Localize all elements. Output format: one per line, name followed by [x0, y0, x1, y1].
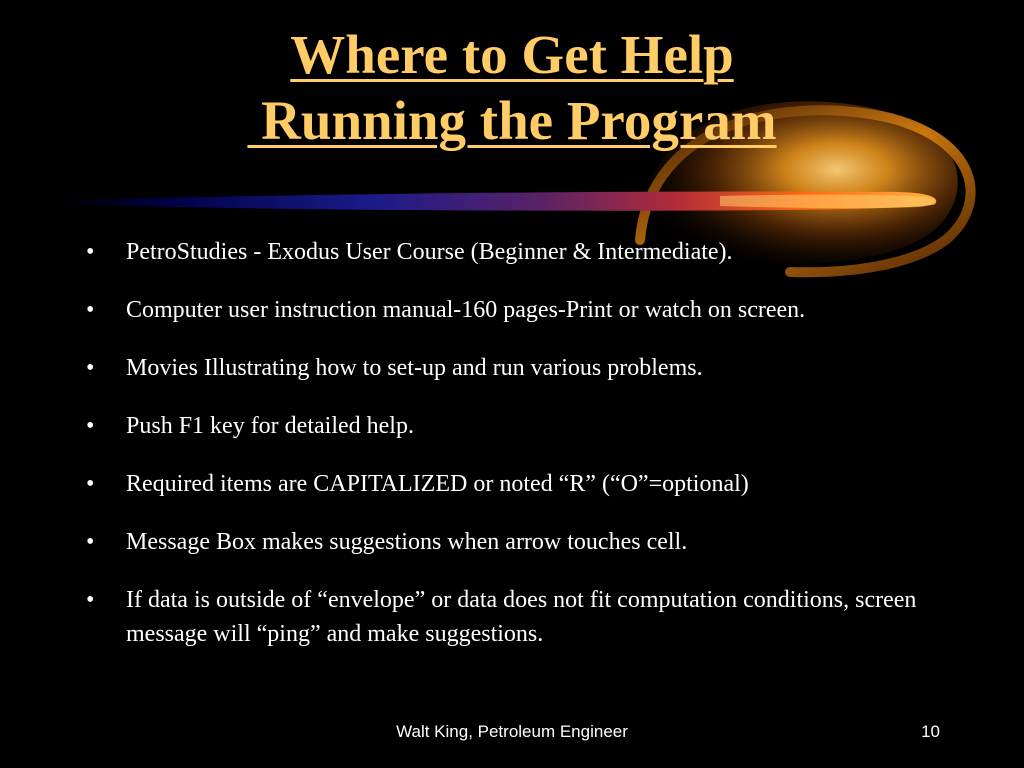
- bullet-text: Movies Illustrating how to set-up and run various problems.: [126, 355, 703, 381]
- list-item: [86, 293, 966, 327]
- bullet-icon: •: [86, 239, 95, 265]
- bullet-text: Computer user instruction manual-160 pages-Print or watch on screen.: [126, 297, 806, 323]
- list-item: [86, 583, 966, 651]
- bullet-text: Required items are CAPITALIZED or noted “R” (“O”=optional): [126, 471, 749, 497]
- list-item: [86, 351, 966, 385]
- bullet-icon: •: [86, 529, 95, 555]
- bullet-icon: •: [86, 413, 95, 439]
- bullet-list: [86, 235, 966, 675]
- title-line-1: Where to Get Help: [290, 24, 734, 85]
- footer-author: Walt King, Petroleum Engineer: [396, 722, 628, 741]
- bullet-text: Push F1 key for detailed help.: [126, 413, 414, 439]
- slide-title: [0, 22, 1024, 154]
- list-item: [86, 467, 966, 501]
- bullet-icon: •: [86, 587, 95, 613]
- list-item: [86, 409, 966, 443]
- page-number: 10: [921, 722, 940, 741]
- bullet-text: Message Box makes suggestions when arrow touches cell.: [126, 529, 688, 555]
- bullet-text: If data is outside of “envelope” or data does not fit computation conditions, screen message will “ping” and make suggestions.: [126, 587, 917, 647]
- bullet-icon: •: [86, 297, 95, 323]
- bullet-text: PetroStudies - Exodus User Course (Beginner & Intermediate).: [126, 239, 733, 265]
- list-item: [86, 235, 966, 269]
- title-line-2: Running the Program: [247, 90, 777, 151]
- bullet-icon: •: [86, 471, 95, 497]
- bullet-icon: •: [86, 355, 95, 381]
- list-item: [86, 525, 966, 559]
